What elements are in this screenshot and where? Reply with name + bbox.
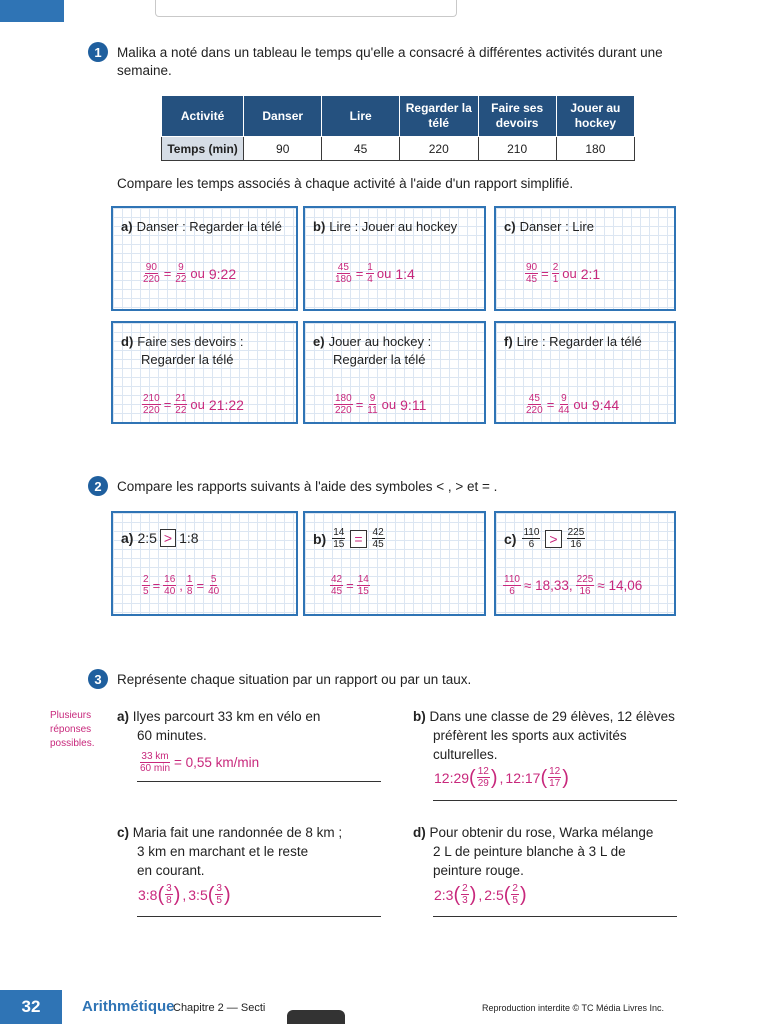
q3d-answer: 2:3 ( $\frac{2}{3}$ ) , 2:5 ( $\frac{2}{5}$ ) xyxy=(434,883,527,906)
q3b-answer: 12:29 ( $\frac{12}{29}$ ) , 12:17 ( $\frac{12}{17}$ ) xyxy=(434,766,569,789)
fraction-numerator: 180 xyxy=(335,393,352,404)
ratio-answer-line: $\frac{180}{220}$ = $\frac{9}{11}$ ou 9:11 xyxy=(335,393,427,416)
fraction-numerator: 210 xyxy=(143,393,160,404)
ou-word: ou xyxy=(562,266,577,281)
fraction-numerator: 1 xyxy=(367,262,373,273)
q3a-answer xyxy=(138,751,261,774)
item-text-line: Maria fait une randonnée de 8 km ; xyxy=(132,825,343,840)
fraction-numerator: 2 xyxy=(552,262,559,273)
simplified-ratio: 21:22 xyxy=(208,396,244,413)
q1-card-b xyxy=(303,206,486,311)
fraction-denominator: 11 xyxy=(367,405,378,416)
q2-card-b xyxy=(303,511,486,616)
ratio-answer: 12:17 xyxy=(505,769,541,786)
approx-value: ≈ 18,33, xyxy=(523,578,573,593)
fraction-numerator: 45 xyxy=(528,393,540,404)
table-header: Danser xyxy=(244,96,322,137)
q1-card-d xyxy=(111,321,298,424)
item-text-line: peinture rouge. xyxy=(433,863,524,878)
fraction-denominator: 45 xyxy=(331,586,343,597)
fraction-denominator: 17 xyxy=(549,778,561,789)
question-1-instruction: Compare les temps associés à chaque activité à l'aide d'un rapport simplifié. xyxy=(117,176,574,191)
fraction-denominator: 6 xyxy=(509,586,515,597)
item-label-2: Regarder la télé xyxy=(333,352,426,367)
table-cell: 45 xyxy=(322,137,400,161)
answer-underline xyxy=(137,781,381,782)
fraction-denominator: 4 xyxy=(367,274,373,285)
fraction-denominator: 1 xyxy=(552,274,559,285)
item-letter: b) xyxy=(413,709,426,724)
item-text-line: Dans une classe de 29 élèves, 12 élèves xyxy=(429,709,675,724)
simplified-ratio: 9:44 xyxy=(591,396,620,413)
q1-card-f xyxy=(494,321,676,424)
ou-word: ou xyxy=(376,266,392,281)
fraction-numerator: 110 xyxy=(523,527,540,538)
ou-word: ou xyxy=(573,397,588,412)
fraction-numerator: 14 xyxy=(357,574,369,585)
separator: , xyxy=(499,769,504,786)
separator: , xyxy=(179,578,183,593)
ou-word: ou xyxy=(381,397,397,412)
copyright-notice: Reproduction interdite © TC Média Livres Inc. xyxy=(482,1003,665,1013)
item-letter: a) xyxy=(117,709,130,724)
q3-item-c xyxy=(117,823,342,880)
fraction-numerator: 225 xyxy=(567,527,585,538)
question-3-text: Représente chaque situation par un rapport ou par un taux. xyxy=(117,672,472,687)
q3-item-b xyxy=(413,707,675,764)
answer-underline xyxy=(433,800,677,801)
comparison-symbol-box[interactable]: = xyxy=(350,530,366,548)
fraction-numerator: 9 xyxy=(561,393,567,404)
item-text-line: culturelles. xyxy=(433,747,498,762)
fraction-denominator: 5 xyxy=(216,895,222,906)
fraction-numerator: 1 xyxy=(186,574,193,585)
item-text-line: 60 minutes. xyxy=(137,728,207,743)
item-text-line: 2 L de peinture blanche à 3 L de xyxy=(433,844,626,859)
table-cell: 90 xyxy=(244,137,322,161)
item-letter: d) xyxy=(121,334,134,349)
fraction-denominator: 3 xyxy=(462,895,468,906)
q1-card-a xyxy=(111,206,298,311)
fraction-numerator: 21 xyxy=(175,393,187,404)
item-text-line: en courant. xyxy=(137,863,205,878)
item-letter: a) xyxy=(121,530,134,546)
fraction-denominator: 6 xyxy=(528,539,535,550)
comparison-symbol-box[interactable]: > xyxy=(160,529,176,547)
fraction-numerator: 110 xyxy=(504,574,520,585)
fraction-denominator: 15 xyxy=(357,586,369,597)
fraction-denominator: 22 xyxy=(175,405,187,416)
item-letter: b) xyxy=(313,219,326,234)
ratio-answer-line: $\frac{45}{220}$ = $\frac{9}{44}$ ou 9:44 xyxy=(526,393,620,416)
fraction-denominator: 16 xyxy=(579,586,591,597)
q3-item-a xyxy=(117,707,320,745)
fraction-numerator: 42 xyxy=(372,527,384,538)
fraction-denominator: 40 xyxy=(164,586,176,597)
simplified-ratio: 9:22 xyxy=(208,265,237,282)
item-text-line: préfèrent les sports aux activités xyxy=(433,728,627,743)
fraction-numerator: 16 xyxy=(164,574,176,585)
item-label: Faire ses devoirs : xyxy=(137,334,244,349)
fraction-denominator: 5 xyxy=(143,586,149,597)
fraction-numerator: 3 xyxy=(216,883,222,894)
fraction-numerator: 90 xyxy=(145,262,157,273)
item-label: Danser : Lire xyxy=(519,219,594,234)
section-title: Arithmétique xyxy=(82,998,175,1015)
ratio-answer-line: $\frac{210}{220}$ = $\frac{21}{22}$ ou 21:22 xyxy=(143,393,244,416)
answer-underline xyxy=(137,916,381,917)
ratio-left: 2:5 xyxy=(137,530,157,546)
ou-word: ou xyxy=(190,266,205,281)
fraction-numerator: 2 xyxy=(143,574,149,585)
q1-card-e xyxy=(303,321,486,424)
item-text-line: Ilyes parcourt 33 km en vélo en xyxy=(132,709,321,724)
question-3-number: 3 xyxy=(88,669,108,689)
item-label: Lire : Jouer au hockey xyxy=(329,219,458,234)
separator: , xyxy=(478,886,483,903)
item-letter: a) xyxy=(121,219,133,234)
fraction-numerator: 225 xyxy=(576,574,594,585)
item-letter: c) xyxy=(504,530,517,547)
q2a-work: $\frac{2}{5}$ = $\frac{16}{40}$ , $\frac{1}{8}$ = $\frac{5}{40}$ xyxy=(143,574,220,597)
side-note-line: possibles. xyxy=(50,738,95,749)
item-text-line: 3 km en marchant et le reste xyxy=(137,844,309,859)
q2-card-c xyxy=(494,511,676,616)
fraction-numerator: 2 xyxy=(462,883,468,894)
ratio-answer-line: $\frac{90}{220}$ = $\frac{9}{22}$ ou 9:22 xyxy=(143,262,237,285)
question-1-text: Malika a noté dans un tableau le temps qu'elle a consacré à différentes activités durant une semaine. xyxy=(117,45,663,78)
q3-item-d xyxy=(413,823,653,880)
ratio-answer: 2:3 xyxy=(434,886,454,903)
item-letter: e) xyxy=(313,334,325,349)
question-1-number: 1 xyxy=(88,42,108,62)
fraction-numerator: 12 xyxy=(477,766,489,777)
fraction-numerator: 42 xyxy=(331,574,343,585)
fraction-numerator: 2 xyxy=(512,883,518,894)
table-header: Activité xyxy=(162,96,244,137)
activity-table xyxy=(161,95,635,161)
chapter-label: Chapitre 2 — Secti xyxy=(173,1002,266,1014)
item-letter: f) xyxy=(504,334,513,349)
separator: , xyxy=(182,886,187,903)
table-header: Faire ses devoirs xyxy=(478,96,556,137)
fraction-denominator: 8 xyxy=(166,895,172,906)
fraction-denominator: 220 xyxy=(335,405,352,416)
fraction-numerator: 14 xyxy=(333,527,345,538)
fraction-denominator: 220 xyxy=(143,274,160,285)
answer-underline xyxy=(433,916,677,917)
question-2-text: Compare les rapports suivants à l'aide des symboles < , > et = . xyxy=(117,479,498,494)
side-note-line: Plusieurs xyxy=(50,710,92,721)
q2-card-a xyxy=(111,511,298,616)
ratio-answer: 3:8 xyxy=(138,886,158,903)
simplified-ratio: 9:11 xyxy=(400,396,427,413)
fraction-numerator: 9 xyxy=(369,393,376,404)
fraction-numerator: 3 xyxy=(166,883,172,894)
fraction-denominator: 8 xyxy=(186,586,193,597)
page-number: 32 xyxy=(0,990,62,1024)
table-header: Lire xyxy=(322,96,400,137)
q2b-work: $\frac{42}{45}$ = $\frac{14}{15}$ xyxy=(331,574,369,597)
ratio-answer-line: $\frac{90}{45}$ = $\frac{2}{1}$ ou 2:1 xyxy=(526,262,601,285)
question-2-number: 2 xyxy=(88,476,108,496)
simplified-ratio: 1:4 xyxy=(395,265,415,282)
item-label: Jouer au hockey : xyxy=(328,334,432,349)
side-note-line: réponses xyxy=(50,724,92,735)
fraction-denominator: 15 xyxy=(333,539,345,550)
table-cell: 180 xyxy=(556,137,634,161)
approx-value: ≈ 14,06 xyxy=(597,578,643,593)
fraction-denominator: 220 xyxy=(526,405,543,416)
item-label: Danser : Regarder la télé xyxy=(136,219,282,234)
item-text-line: Pour obtenir du rose, Warka mélange xyxy=(429,825,654,840)
ratio-answer: 2:5 xyxy=(484,886,504,903)
fraction-denominator: 40 xyxy=(208,586,220,597)
simplified-ratio: 2:1 xyxy=(580,265,601,282)
ou-word: ou xyxy=(190,397,205,412)
fraction-denominator: 29 xyxy=(477,778,489,789)
table-cell: 220 xyxy=(400,137,479,161)
table-header: Regarder la télé xyxy=(400,96,479,137)
fraction-denominator: 180 xyxy=(335,274,352,285)
fraction-denominator: 22 xyxy=(175,274,187,285)
item-label: Lire : Regarder la télé xyxy=(516,334,642,349)
rate-answer: = 0,55 km/min xyxy=(174,755,260,770)
ratio-answer: 12:29 xyxy=(434,769,470,786)
q3c-answer: 3:8 ( $\frac{3}{8}$ ) , 3:5 ( $\frac{3}{5}$ ) xyxy=(138,883,231,906)
ratio-right: 1:8 xyxy=(179,530,199,546)
ratio-answer: 3:5 xyxy=(188,886,208,903)
fraction-denominator: 45 xyxy=(372,539,384,550)
item-letter: c) xyxy=(504,219,516,234)
item-label-2: Regarder la télé xyxy=(141,352,234,367)
table-row-label: Temps (min) xyxy=(162,137,244,161)
fraction-numerator: 33 km xyxy=(141,751,169,762)
page-tab xyxy=(0,0,64,22)
side-note xyxy=(50,709,94,751)
fraction-denominator: 5 xyxy=(512,895,518,906)
q2c-work xyxy=(502,574,644,597)
item-letter: b) xyxy=(313,530,327,547)
fraction-numerator: 9 xyxy=(178,262,184,273)
fraction-numerator: 12 xyxy=(549,766,561,777)
home-indicator[interactable] xyxy=(287,1010,345,1024)
fraction-numerator: 5 xyxy=(210,574,217,585)
table-cell: 210 xyxy=(478,137,556,161)
fraction-denominator: 16 xyxy=(570,539,582,550)
fraction-denominator: 220 xyxy=(143,405,160,416)
table-header: Jouer au hockey xyxy=(556,96,634,137)
fraction-numerator: 90 xyxy=(526,262,538,273)
item-letter: c) xyxy=(117,825,130,840)
item-letter: d) xyxy=(413,825,426,840)
comparison-symbol-box[interactable]: > xyxy=(545,530,561,548)
top-answer-box xyxy=(155,0,457,17)
fraction-denominator: 44 xyxy=(558,405,570,416)
fraction-numerator: 45 xyxy=(337,262,349,273)
fraction-denominator: 45 xyxy=(526,274,538,285)
ratio-answer-line: $\frac{45}{180}$ = $\frac{1}{4}$ ou 1:4 xyxy=(335,262,415,285)
q1-card-c xyxy=(494,206,676,311)
fraction-denominator: 60 min xyxy=(140,763,171,774)
